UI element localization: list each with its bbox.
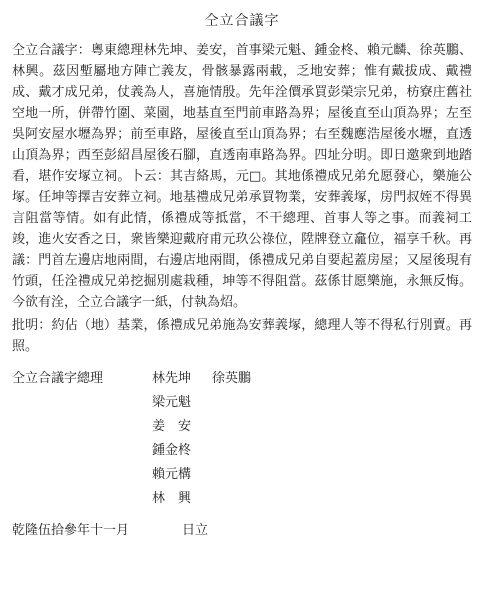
signature-name: 林先坤 xyxy=(152,371,192,386)
signature-name: 賴元構 xyxy=(152,467,192,482)
signature-row xyxy=(12,463,472,487)
date-line xyxy=(12,521,472,541)
date-text: 乾隆伍拾參年十一月 xyxy=(12,523,130,538)
signature-row xyxy=(12,439,472,463)
document-title: 仝立合議字 xyxy=(204,13,280,29)
signature-block xyxy=(12,367,472,511)
signature-name: 姜 安 xyxy=(152,419,192,434)
signature-row xyxy=(12,487,472,511)
signature-label: 仝立合議字總理 xyxy=(12,371,104,386)
signature-name: 梁元魁 xyxy=(152,395,192,410)
signature-name: 鍾金柊 xyxy=(152,443,192,458)
signature-name: 徐英鵬 xyxy=(212,371,252,386)
signature-row-1 xyxy=(12,367,472,391)
date-suffix: 日立 xyxy=(182,523,209,538)
signature-row xyxy=(12,415,472,439)
document-body: 仝立合議字：粵東總理林先坤、姜安，首事梁元魁、鍾金柊、賴元麟、徐英鵬、林興。茲因塹屬地方陣亡義友，骨骸暴露兩載，乏地安葬；惟有戴拔成、戴禮成、戴才成兄弟，仗義為人，喜施情殷。先年洤價承買彭榮宗兄弟，枋寮庄舊社空地一所，併帶竹圍、菜園，地基直至門前車路為界；屋後直至山頂為界；左至吳阿安屋水壢為界；前至車路，屋後直至山頂為界；右至魏應浩屋後水壢，直透山頂為界；西至彭紹昌屋後石腳，直透南車路為界。四址分明。即日邀衆到地踏看，堪作安塚立祠。卜云：其吉絡馬，元□。其地係禮成兄弟允愿發心，樂施公塚。任坤等擇吉安葬立祠。地基禮成兄弟承買物業，安葬義塚，房門叔姪不得異言阻當等情。如有此情，係禮成等抵當，不干總理、首事人等之事。而義祠工竣，進火安香之日，衆皆樂迎戴府甫元玖公祿位，陞牌登立龕位，福享千秋。再議：門首左邊店地兩間，右邊店地兩間，係禮成兄弟自要起蓋房屋；又屋後現有竹頭，任洤禮成兄弟挖掘別處栽種，坤等不得阻當。茲係甘愿樂施，永無反悔。今欲有洤，仝立合議字一紙，付執為炤。 xyxy=(12,43,472,310)
approval-note: 批明：約佔（地）基業，係禮成兄弟施為安葬義塚，總理人等不得私行別賣。再照。 xyxy=(12,318,472,354)
signature-row xyxy=(12,391,472,415)
signature-name: 林 興 xyxy=(152,491,192,506)
